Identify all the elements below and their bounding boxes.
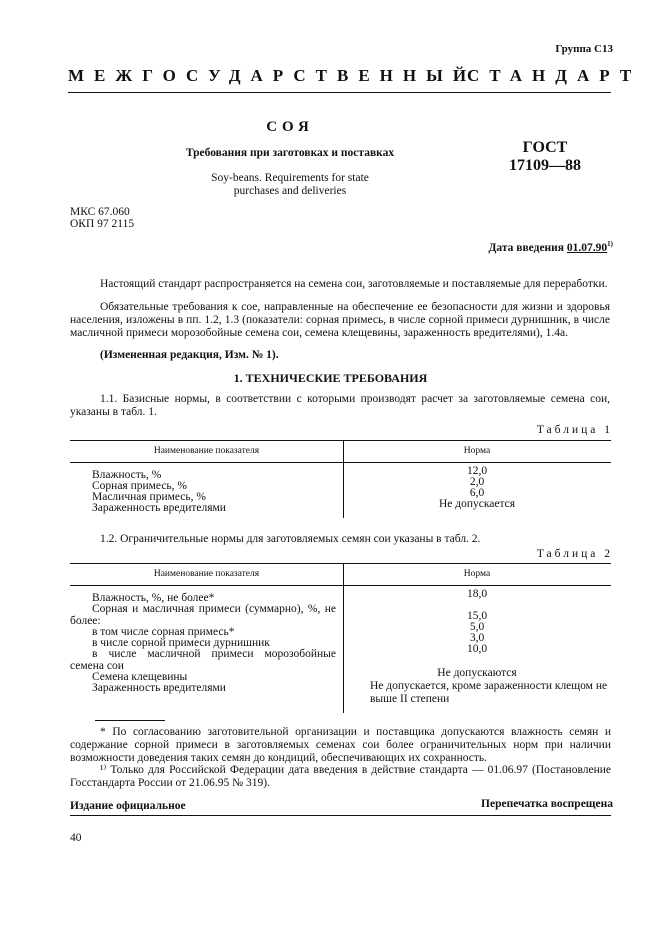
clause-1-2: 1.2. Ограничительные нормы для заготовляемых семян сои указаны в табл. 2. — [100, 533, 481, 545]
intro-paragraph-2: Обязательные требования к сое, направленные на обеспечение ее безопасности для жизни и здоровья населения, изложены в пп. 1.2, 1.3 (показатели: сорная примесь, в числе сорной примеси дурнишник, в числе масличной примеси морозобойные семена сои, семена клещевины, зараженность вредителями), 1.4а. — [70, 301, 610, 339]
date-value: 01.07.90 — [566, 241, 608, 254]
clause-1-1: 1.1. Базисные нормы, в соответствии с которыми производят расчет за заготовляемые семена сои, указаны в табл. 1. — [70, 393, 610, 418]
header-interstate: МЕЖГОСУДАРСТВЕННЫЙ — [68, 66, 477, 85]
table2-header-rule — [70, 585, 611, 586]
mks-code: МКС 67.060 — [70, 206, 130, 218]
table2-col2-header: Норма — [463, 569, 491, 579]
table2-row-value: Не допускаются — [437, 667, 517, 679]
gost-block — [495, 139, 595, 175]
doc-title: СОЯ — [266, 119, 314, 135]
date-footnote-mark: 1) — [607, 240, 613, 248]
table1-row-name: Влажность, % — [92, 469, 162, 481]
intro-paragraph-1: Настоящий стандарт распространяется на семена сои, заготовляемые и поставляемые для переработки. — [100, 278, 608, 290]
table1-row-value: 2,0 — [469, 476, 485, 488]
table2-row-name: Сорная и масличная примеси (суммарно), %, не более: — [70, 603, 336, 627]
english-title-line1: Soy-beans. Requirements for state — [211, 172, 369, 184]
header-standard: СТАНДАРТ — [467, 66, 642, 85]
table1-row-name: Сорная примесь, % — [92, 480, 187, 492]
header-rule — [68, 92, 611, 93]
english-title-line2: purchases and deliveries — [233, 185, 347, 197]
table2-row-value: 3,0 — [469, 632, 485, 644]
gost-number: 17109—88 — [509, 157, 581, 174]
date-label: Дата введения — [488, 241, 565, 254]
table2-row-value: 18,0 — [466, 588, 488, 600]
table2-row-value: Не допускается, кроме зараженности клещом не выше II степени — [370, 680, 608, 705]
table2-row-value: 5,0 — [469, 621, 485, 633]
table1-row-value: 6,0 — [469, 487, 485, 499]
footnote-star: * По согласованию заготовительной организации и поставщика допускаются влажность семян и содержание сорной примеси в заготовляемых семенах сои более ограничительных норм при наличии возможности доведения таких семян до кондиций, обеспечивающих их сохранность. — [70, 726, 611, 764]
table1-top-rule — [70, 440, 611, 441]
table2-label: Таблица 2 — [536, 548, 613, 560]
classification-codes — [70, 206, 134, 230]
table2-row-value: 15,0 — [466, 610, 488, 622]
table1-row-value: 12,0 — [466, 465, 488, 477]
amendment-note: (Измененная редакция, Изм. № 1). — [100, 349, 279, 361]
reprint-prohibited: Перепечатка воспрещена — [481, 798, 613, 810]
table1-label: Таблица 1 — [536, 424, 613, 436]
table1-col2-header: Норма — [463, 446, 491, 456]
footnote-separator — [95, 720, 165, 721]
table2-row-name: в том числе сорная примесь* — [92, 626, 235, 638]
table2-row-name: в числе масличной примеси морозобойные семена сои — [70, 648, 336, 672]
table2-row-name: Семена клещевины — [92, 671, 188, 683]
table2-top-rule — [70, 563, 611, 564]
footnote-date: ¹⁾ Только для Российской Федерации дата введения в действие стандарта — 01.06.97 (Постановление Госстандарта России от 21.06.95 № 319). — [70, 764, 611, 789]
table1-row-value: Не допускается — [438, 498, 516, 510]
table1-col1-header: Наименование показателя — [153, 446, 260, 456]
table1-row-name: Зараженность вредителями — [92, 502, 226, 514]
page-number: 40 — [70, 832, 82, 844]
footer-rule — [70, 815, 611, 816]
table1-row-name: Масличная примесь, % — [92, 491, 206, 503]
table1-header-rule — [70, 462, 611, 463]
group-code: Группа С13 — [555, 43, 613, 55]
doc-subtitle: Требования при заготовках и поставках — [185, 147, 395, 159]
table2-row-name: в числе сорной примеси дурнишник — [92, 637, 270, 649]
table2-col1-header: Наименование показателя — [153, 569, 260, 579]
table2-row-value: 10,0 — [466, 643, 488, 655]
section-heading: 1. ТЕХНИЧЕСКИЕ ТРЕБОВАНИЯ — [233, 371, 428, 385]
table2-row-name: Влажность, %, не более* — [92, 592, 215, 604]
effective-date — [488, 240, 613, 254]
table2-row-name: Зараженность вредителями — [92, 682, 226, 694]
official-edition: Издание официальное — [70, 800, 186, 812]
gost-label: ГОСТ — [522, 139, 568, 156]
okp-code: ОКП 97 2115 — [70, 218, 135, 230]
